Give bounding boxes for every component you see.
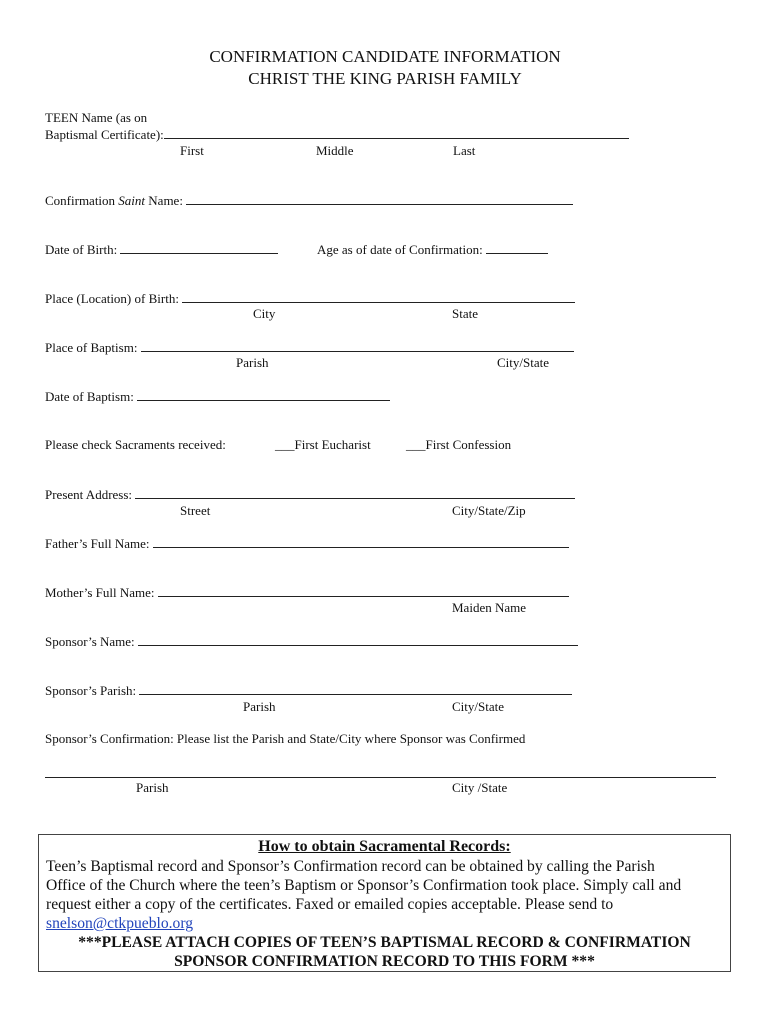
sponsor-name-field[interactable] (138, 633, 578, 646)
first-eucharist-checkbox[interactable]: ___First Eucharist (275, 437, 371, 452)
confirmation-saint-field[interactable] (186, 192, 573, 205)
place-of-baptism-parish-caption: Parish (236, 355, 269, 370)
sponsor-parish-city-state-caption: City/State (452, 699, 504, 714)
sponsor-name-row (45, 633, 578, 650)
place-of-birth-state-caption: State (452, 306, 478, 321)
father-row (45, 535, 569, 552)
records-line-2: Office of the Church where the teen’s Baptism or Sponsor’s Confirmation took place. Simply call and (46, 877, 682, 894)
sponsor-parish-label: Sponsor’s Parish: (45, 683, 137, 698)
sponsor-confirmation-city-state-caption: City /State (452, 780, 508, 795)
sponsor-confirmation-parish-caption: Parish (136, 780, 169, 795)
teen-name-last-caption: Last (453, 143, 476, 158)
place-of-birth-label: Place (Location) of Birth: (45, 291, 179, 306)
sponsor-confirmation-field[interactable] (45, 765, 716, 778)
teen-name-first-caption: First (180, 143, 204, 158)
first-confession-checkbox[interactable]: ___First Confession (406, 437, 512, 452)
form-title: CONFIRMATION CANDIDATE INFORMATION (209, 47, 561, 66)
confirmation-saint-label-a: Confirmation (45, 193, 119, 208)
place-of-birth-city-caption: City (253, 306, 276, 321)
place-of-baptism-row (45, 339, 574, 356)
teen-name-middle-caption: Middle (316, 143, 354, 158)
confirmation-saint-label-b: Name: (145, 193, 183, 208)
sponsor-parish-field[interactable] (139, 682, 572, 695)
date-of-baptism-field[interactable] (137, 388, 390, 401)
teen-name-label-line2 (45, 126, 629, 143)
records-email-link[interactable]: snelson@ctkpueblo.org (46, 915, 194, 932)
teen-name-label: Baptismal Certificate): (45, 127, 164, 142)
mother-row (45, 584, 569, 601)
records-heading: How to obtain Sacramental Records: (258, 838, 511, 855)
age-row (317, 241, 548, 258)
teen-name-field[interactable] (164, 126, 629, 139)
dob-field[interactable] (120, 241, 278, 254)
confirmation-saint-row (45, 192, 573, 209)
sponsor-parish-parish-caption: Parish (243, 699, 276, 714)
father-label: Father’s Full Name: (45, 536, 150, 551)
present-address-city-state-zip-caption: City/State/Zip (452, 503, 526, 518)
place-of-baptism-field[interactable] (141, 339, 574, 352)
date-of-baptism-row (45, 388, 390, 405)
parish-name: CHRIST THE KING PARISH FAMILY (248, 69, 522, 88)
present-address-street-caption: Street (180, 503, 211, 518)
records-line-3: request either a copy of the certificates. Faxed or emailed copies acceptable. Please send to (46, 896, 614, 913)
sponsor-confirmation-label: Sponsor’s Confirmation: Please list the Parish and State/City where Sponsor was Confirmed (45, 731, 526, 746)
present-address-row (45, 486, 575, 503)
dob-row (45, 241, 278, 258)
father-name-field[interactable] (153, 535, 569, 548)
present-address-field[interactable] (135, 486, 575, 499)
sacraments-label: Please check Sacraments received: (45, 437, 226, 452)
confirmation-saint-label-italic: Saint (118, 193, 146, 208)
present-address-label: Present Address: (45, 487, 133, 502)
records-line-1: Teen’s Baptismal record and Sponsor’s Confirmation record can be obtained by calling the Parish (46, 858, 655, 875)
sacramental-records-box (38, 834, 731, 972)
mother-name-field[interactable] (158, 584, 569, 597)
mother-maiden-name-caption: Maiden Name (452, 600, 527, 615)
mother-label: Mother’s Full Name: (45, 585, 155, 600)
attach-notice-line-1: ***PLEASE ATTACH COPIES OF TEEN’S BAPTISMAL RECORD & CONFIRMATION (78, 934, 691, 951)
sponsor-parish-row (45, 682, 572, 699)
age-field[interactable] (486, 241, 548, 254)
date-of-baptism-label: Date of Baptism: (45, 389, 134, 404)
place-of-baptism-label: Place of Baptism: (45, 340, 138, 355)
sponsor-name-label: Sponsor’s Name: (45, 634, 135, 649)
age-label: Age as of date of Confirmation: (317, 242, 483, 257)
teen-name-label-line1: TEEN Name (as on (45, 110, 148, 125)
attach-notice-line-2: SPONSOR CONFIRMATION RECORD TO THIS FORM *** (174, 953, 595, 970)
place-of-birth-row (45, 290, 575, 307)
place-of-birth-field[interactable] (182, 290, 575, 303)
dob-label: Date of Birth: (45, 242, 118, 257)
place-of-baptism-city-state-caption: City/State (497, 355, 549, 370)
